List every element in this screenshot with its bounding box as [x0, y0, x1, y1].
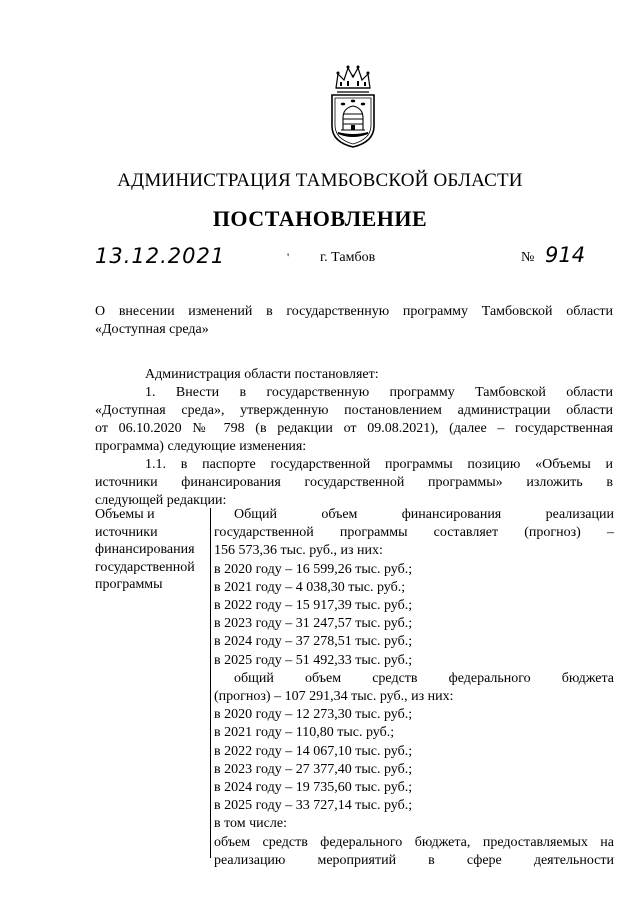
table-right-line: в 2024 году – 37 278,51 тыс. руб.;: [214, 634, 413, 650]
document-type-title: ПОСТАНОВЛЕНИЕ: [212, 206, 428, 231]
body-line-3: «Доступная среда», утвержденную постановлением администрации области: [95, 403, 613, 418]
table-divider: [210, 508, 211, 858]
tick-mark: ': [287, 250, 290, 264]
table-left-line: программы: [95, 577, 163, 593]
body-line-8: следующей редакции:: [95, 493, 227, 508]
table-left-line: источники: [95, 524, 158, 540]
subject-line-2: «Доступная среда»: [95, 322, 209, 337]
table-right-line: общий объем средств федерального бюджета: [234, 670, 614, 686]
table-left-line: финансирования: [95, 542, 195, 558]
table-right-line: в 2022 году – 15 917,39 тыс. руб.;: [214, 598, 413, 614]
body-line-2: 1. Внести в государственную программу Тамбовской области: [145, 385, 613, 400]
table-right-line: в 2020 году – 16 599,26 тыс. руб.;: [214, 561, 413, 577]
table-right-cell: [214, 506, 614, 870]
city-name: г. Тамбов: [320, 250, 376, 265]
tambov-coat-of-arms-icon: [326, 64, 380, 148]
table-right-line: в 2020 году – 12 273,30 тыс. руб.;: [214, 707, 413, 723]
handwritten-date: 13.12.2021: [95, 244, 226, 268]
table-left-line: государственной: [95, 559, 195, 575]
table-right-line: в 2023 году – 31 247,57 тыс. руб.;: [214, 616, 413, 632]
table-right-line: в том числе:: [214, 816, 287, 832]
body-line-1: Администрация области постановляет:: [145, 367, 379, 382]
table-right-line: в 2023 году – 27 377,40 тыс. руб.;: [214, 761, 413, 777]
table-right-line: Общий объем финансирования реализации: [234, 507, 614, 522]
table-right-line: 156 573,36 тыс. руб., из них:: [214, 543, 383, 559]
organization-name: АДМИНИСТРАЦИЯ ТАМБОВСКОЙ ОБЛАСТИ: [117, 170, 523, 191]
subject-line-1: О внесении изменений в государственную программу Тамбовской области: [95, 304, 613, 319]
body-line-7: источники финансирования государственной программы» изложить в: [95, 475, 613, 490]
table-right-line: объем средств федерального бюджета, предоставляемых на: [214, 834, 614, 850]
table-right-line: в 2025 году – 51 492,33 тыс. руб.;: [214, 652, 413, 668]
table-right-line: в 2021 году – 4 038,30 тыс. руб.;: [214, 579, 406, 595]
body-line-6: 1.1. в паспорте государственной программы позицию «Объемы и: [145, 457, 613, 472]
table-left-line: Объемы и: [95, 507, 155, 522]
table-left-cell: [95, 506, 207, 594]
table-right-line: в 2022 году – 14 067,10 тыс. руб.;: [214, 743, 413, 759]
table-right-line: (прогноз) – 107 291,34 тыс. руб., из них:: [214, 689, 454, 705]
body-line-4: от 06.10.2020 № 798 (в редакции от 09.08.2021), (далее – государственная: [95, 421, 613, 436]
table-right-line: в 2024 году – 19 735,60 тыс. руб.;: [214, 780, 413, 796]
table-right-line: в 2021 году – 110,80 тыс. руб.;: [214, 725, 395, 741]
number-label: №: [521, 250, 535, 265]
table-right-line: реализацию мероприятий в сфере деятельности: [214, 852, 614, 868]
table-right-line: государственной программы составляет (прогноз) –: [214, 525, 614, 541]
table-right-line: в 2025 году – 33 727,14 тыс. руб.;: [214, 798, 413, 814]
body-line-5: программа) следующие изменения:: [95, 439, 307, 454]
handwritten-number: 914: [545, 243, 586, 267]
